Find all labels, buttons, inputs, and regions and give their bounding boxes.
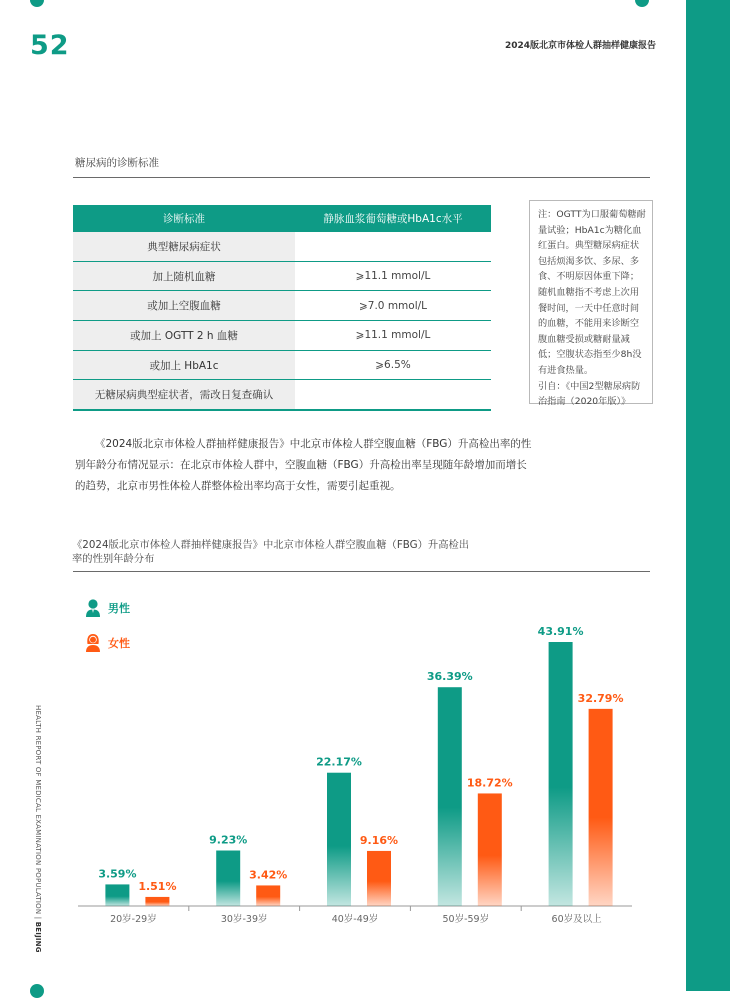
- data-label-male: 43.91%: [537, 625, 584, 638]
- x-tick-label: 40岁-49岁: [331, 914, 379, 925]
- table-header-level: 静脉血浆葡萄糖或HbA1c水平: [295, 205, 491, 232]
- data-label-male: 22.17%: [316, 755, 362, 769]
- legend-female-label: 女性: [108, 637, 130, 650]
- page-number: 52: [30, 30, 70, 61]
- note-text: 注：OGTT为口服葡萄糖耐量试验；HbA1c为糖化血红蛋白。典型糖尿病症状包括烦渴多饮、多尿、多食、不明原因体重下降；随机血糖指不考虑上次用餐时间，一天中任意时间的血糖，不能用来诊断空腹血糖受损或糖耐量减低；空腹状态指至少8h没有进食热量。: [538, 209, 646, 376]
- table-cell-criteria: 加上随机血糖: [73, 261, 295, 291]
- side-text-separator: |: [34, 916, 42, 920]
- legend-male-label: 男性: [108, 602, 130, 615]
- data-label-male: 3.59%: [98, 867, 137, 881]
- table-cell-criteria: 或加上 OGTT 2 h 血糖: [73, 321, 295, 351]
- data-label-female: 1.51%: [138, 879, 177, 893]
- side-text-city: BEIJING: [34, 921, 42, 953]
- data-label-female: 18.72%: [466, 776, 513, 790]
- bar-female: [589, 709, 613, 906]
- bar-male: [438, 687, 462, 906]
- chart-title: 《2024版北京市体检人群抽样健康报告》中北京市体检人群空腹血糖（FBG）升高检出率的性别年龄分布: [72, 539, 470, 565]
- report-title: 2024版北京市体检人群抽样健康报告: [505, 41, 657, 51]
- bar-female: [145, 897, 169, 906]
- section-title: 糖尿病的诊断标准: [75, 157, 159, 169]
- bar-male: [105, 884, 129, 906]
- table-cell-criteria: 或加上空腹血糖: [73, 291, 295, 321]
- bar-female: [256, 885, 280, 906]
- table-cell-criteria: 或加上 HbA1c: [73, 350, 295, 380]
- table-cell-criteria: 无糖尿病典型症状者，需改日复查确认: [73, 380, 295, 410]
- bar-female: [478, 793, 502, 906]
- bar-male: [216, 851, 240, 906]
- bar-male: [549, 642, 573, 906]
- data-label-female: 3.42%: [249, 868, 288, 882]
- x-tick-label: 60岁及以上: [551, 914, 602, 925]
- data-label-female: 32.79%: [577, 691, 624, 705]
- body-paragraph: 《2024版北京市体检人群抽样健康报告》中北京市体检人群空腹血糖（FBG）升高检出率的性别年龄分布情况显示：在北京市体检人群中，空腹血糖（FBG）升高检出率呈现随年龄增加而增长的趋势，北京市男性体检人群整体检出率均高于女性，需要引起重视。: [75, 438, 532, 492]
- data-label-male: 9.23%: [209, 833, 248, 847]
- data-label-female: 9.16%: [359, 833, 399, 847]
- table-cell-level: ⩾7.0 mmol/L: [295, 291, 491, 321]
- data-label-male: 36.39%: [426, 670, 473, 684]
- bar-female: [367, 851, 391, 906]
- table-cell-level: ⩾11.1 mmol/L: [295, 321, 491, 351]
- bar-male: [327, 773, 351, 906]
- side-text: [30, 705, 42, 953]
- table-cell-level: ⩾11.1 mmol/L: [295, 261, 491, 291]
- table-header-criteria: 诊断标准: [73, 205, 295, 232]
- x-tick-label: 50岁-59岁: [442, 914, 490, 925]
- x-tick-label: 20岁-29岁: [110, 914, 157, 925]
- side-text-main: HEALTH REPORT OF MEDICAL EXAMINATION POPULATION: [34, 705, 42, 915]
- table-cell-criteria: 典型糖尿病症状: [73, 232, 295, 261]
- table-cell-level: ⩾6.5%: [295, 350, 491, 380]
- note-source: 引自：《中国2型糖尿病防治指南（2020年版）》: [538, 380, 641, 408]
- x-tick-label: 30岁-39岁: [220, 914, 268, 925]
